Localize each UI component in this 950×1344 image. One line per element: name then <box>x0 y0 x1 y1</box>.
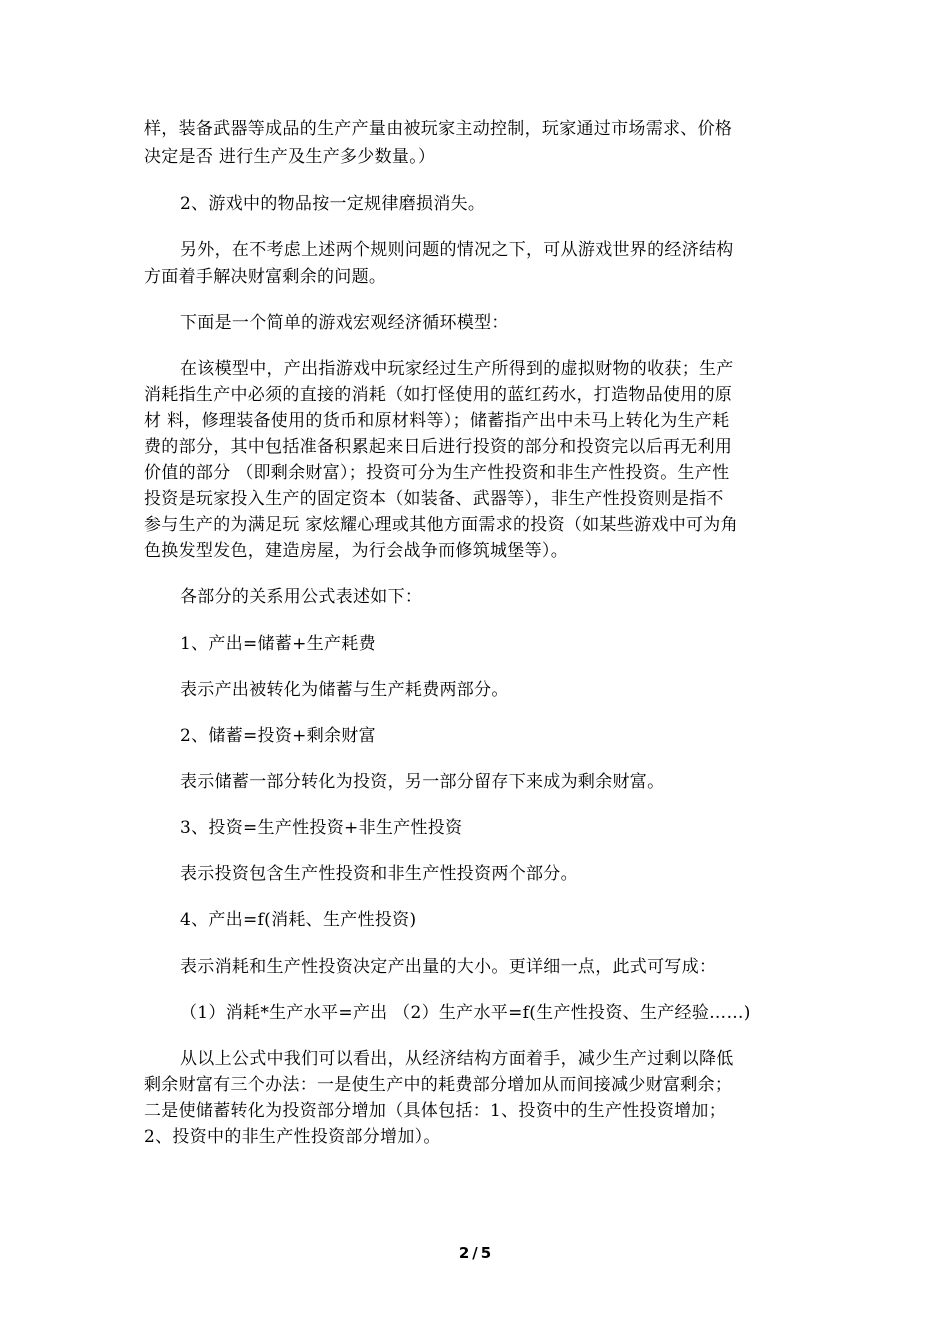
p6-line-1: 各部分的关系用公式表述如下： <box>180 587 423 607</box>
p16-line-4: 2、投资中的非生产性投资部分增加）。 <box>144 1127 441 1147</box>
p16-line-3: 二是使储蓄转化为投资部分增加（具体包括：1、投资中的生产性投资增加； <box>144 1101 727 1121</box>
p1-line-1: 样，装备武器等成品的生产产量由被玩家主动控制，玩家通过市场需求、价格 <box>144 119 733 139</box>
p5-line-8: 色换发型发色，建造房屋，为行会战争而修筑城堡等）。 <box>144 541 568 561</box>
formula-3: 3、投资=生产性投资+非生产性投资 <box>180 818 463 838</box>
p5-line-2: 消耗指生产中必须的直接的消耗（如打怪使用的蓝红药水，打造物品使用的原 <box>144 385 733 405</box>
formula-4-explanation: 表示消耗和生产性投资决定产出量的大小。更详细一点，此式可写成： <box>180 957 717 977</box>
sub-formulas: （1）消耗*生产水平=产出 （2）生产水平=f(生产性投资、生产经验……) <box>180 1003 751 1023</box>
page-current: 2 <box>458 1244 470 1262</box>
formula-1-explanation: 表示产出被转化为储蓄与生产耗费两部分。 <box>180 680 509 700</box>
formula-2: 2、储蓄=投资+剩余财富 <box>180 726 376 746</box>
p5-line-5: 价值的部分 （即剩余财富）；投资可分为生产性投资和非生产性投资。生产性 <box>144 463 730 483</box>
page-number <box>0 1244 950 1262</box>
formula-4: 4、产出=f(消耗、生产性投资) <box>180 910 417 930</box>
p5-line-1: 在该模型中，产出指游戏中玩家经过生产所得到的虚拟财物的收获；生产 <box>180 359 734 379</box>
p2-line-1: 2、游戏中的物品按一定规律磨损消失。 <box>180 194 486 214</box>
p1-line-2: 决定是否 进行生产及生产多少数量。） <box>144 147 436 167</box>
p5-line-4: 费的部分，其中包括准备积累起来日后进行投资的部分和投资完以后再无利用 <box>144 437 733 457</box>
formula-3-explanation: 表示投资包含生产性投资和非生产性投资两个部分。 <box>180 864 578 884</box>
formula-2-explanation: 表示储蓄一部分转化为投资，另一部分留存下来成为剩余财富。 <box>180 772 665 792</box>
p5-line-6: 投资是玩家投入生产的固定资本（如装备、武器等），非生产性投资则是指不 <box>144 489 724 509</box>
p16-line-1: 从以上公式中我们可以看出，从经济结构方面着手，减少生产过剩以降低 <box>180 1049 734 1069</box>
p3-line-2: 方面着手解决财富剩余的问题。 <box>144 267 387 287</box>
p4-line-1: 下面是一个简单的游戏宏观经济循环模型： <box>180 313 509 333</box>
p3-line-1: 另外，在不考虑上述两个规则问题的情况之下，可从游戏世界的经济结构 <box>180 240 734 260</box>
page-separator: / <box>472 1244 478 1262</box>
p5-line-3: 材 料，修理装备使用的货币和原材料等）；储蓄指产出中未马上转化为生产耗 <box>144 411 730 431</box>
formula-1: 1、产出=储蓄+生产耗费 <box>180 634 376 654</box>
p16-line-2: 剩余财富有三个办法：一是使生产中的耗费部分增加从而间接减少财富剩余； <box>144 1075 733 1095</box>
p5-line-7: 参与生产的为满足玩 家炫耀心理或其他方面需求的投资（如某些游戏中可为角 <box>144 515 738 535</box>
page-total: 5 <box>480 1244 492 1262</box>
